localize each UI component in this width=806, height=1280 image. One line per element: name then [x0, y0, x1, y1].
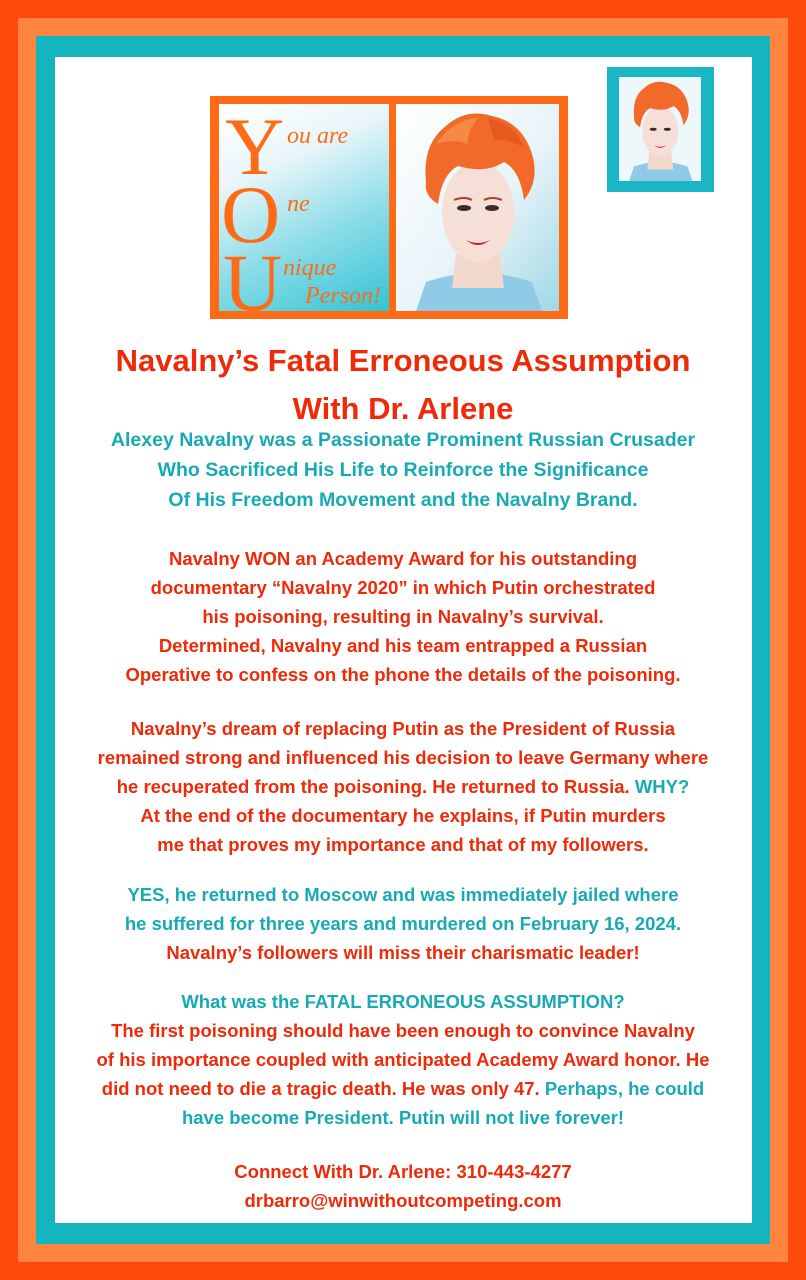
intro-line: Alexey Navalny was a Passionate Prominent Russian Crusader — [110, 429, 696, 451]
letter-o: O — [221, 169, 281, 260]
dream-line: remained strong and influenced his decision to leave Germany where — [97, 747, 709, 768]
assumption-line: of his importance coupled with anticipated Academy Award honor. He — [96, 1049, 710, 1070]
intro-paragraph — [0, 425, 806, 515]
assumption-question: What was the FATAL ERRONEOUS ASSUMPTION? — [181, 991, 625, 1012]
dream-line-text: he recuperated from the poisoning. He returned to Russia. — [116, 776, 630, 797]
assumption-line — [0, 1074, 806, 1103]
intro-line: Who Sacrificed His Life to Reinforce the Significance — [157, 459, 649, 481]
portrait-photo — [396, 104, 559, 311]
dream-paragraph — [0, 714, 806, 859]
intro-line: Of His Freedom Movement and the Navalny Brand. — [168, 489, 638, 511]
award-line: documentary “Navalny 2020” in which Putin orchestrated — [150, 577, 656, 598]
jailed-paragraph — [0, 880, 806, 967]
word-you-are: ou are — [287, 123, 349, 149]
you-acronym-panel — [219, 104, 389, 311]
dream-line: me that proves my importance and that of my followers. — [157, 834, 649, 855]
assumption-line-text: did not need to die a tragic death. He was only 47. — [101, 1078, 540, 1099]
jailed-line: he suffered for three years and murdered on February 16, 2024. — [124, 913, 682, 934]
header-graphic — [210, 96, 568, 319]
small-portrait-frame — [607, 67, 714, 192]
why-highlight: WHY? — [634, 776, 690, 797]
page-title: Navalny’s Fatal Erroneous Assumption — [115, 343, 691, 378]
word-person: Person! — [305, 283, 381, 309]
award-line: Navalny WON an Academy Award for his outstanding — [168, 548, 638, 569]
jailed-line: Navalny’s followers will miss their charismatic leader! — [166, 942, 640, 963]
page-subtitle: With Dr. Arlene — [292, 391, 514, 426]
letter-u: U — [223, 237, 283, 311]
assumption-paragraph — [0, 987, 806, 1132]
dream-line: At the end of the documentary he explains, if Putin murders — [140, 805, 666, 826]
award-paragraph — [0, 544, 806, 689]
dream-line: Navalny’s dream of replacing Putin as the President of Russia — [130, 718, 676, 739]
award-line: his poisoning, resulting in Navalny’s survival. — [202, 606, 604, 627]
letter-y: Y — [225, 104, 285, 192]
word-one: ne — [287, 191, 310, 217]
portrait-illustration — [396, 104, 559, 311]
contact-phone: Connect With Dr. Arlene: 310-443-4277 — [234, 1161, 572, 1182]
contact-block — [0, 1157, 806, 1215]
word-unique: nique — [283, 255, 337, 281]
small-portrait-photo — [619, 77, 701, 181]
dream-line — [0, 772, 806, 801]
assumption-line: have become President. Putin will not live forever! — [181, 1107, 625, 1128]
assumption-line: The first poisoning should have been enough to convince Navalny — [111, 1020, 695, 1041]
assumption-line-highlight: Perhaps, he could — [544, 1078, 705, 1099]
jailed-line: YES, he returned to Moscow and was immediately jailed where — [127, 884, 679, 905]
contact-email[interactable]: drbarro@winwithoutcompeting.com — [244, 1190, 562, 1211]
small-portrait-illustration — [619, 77, 701, 181]
award-line: Operative to confess on the phone the details of the poisoning. — [125, 664, 681, 685]
award-line: Determined, Navalny and his team entrapped a Russian — [158, 635, 648, 656]
